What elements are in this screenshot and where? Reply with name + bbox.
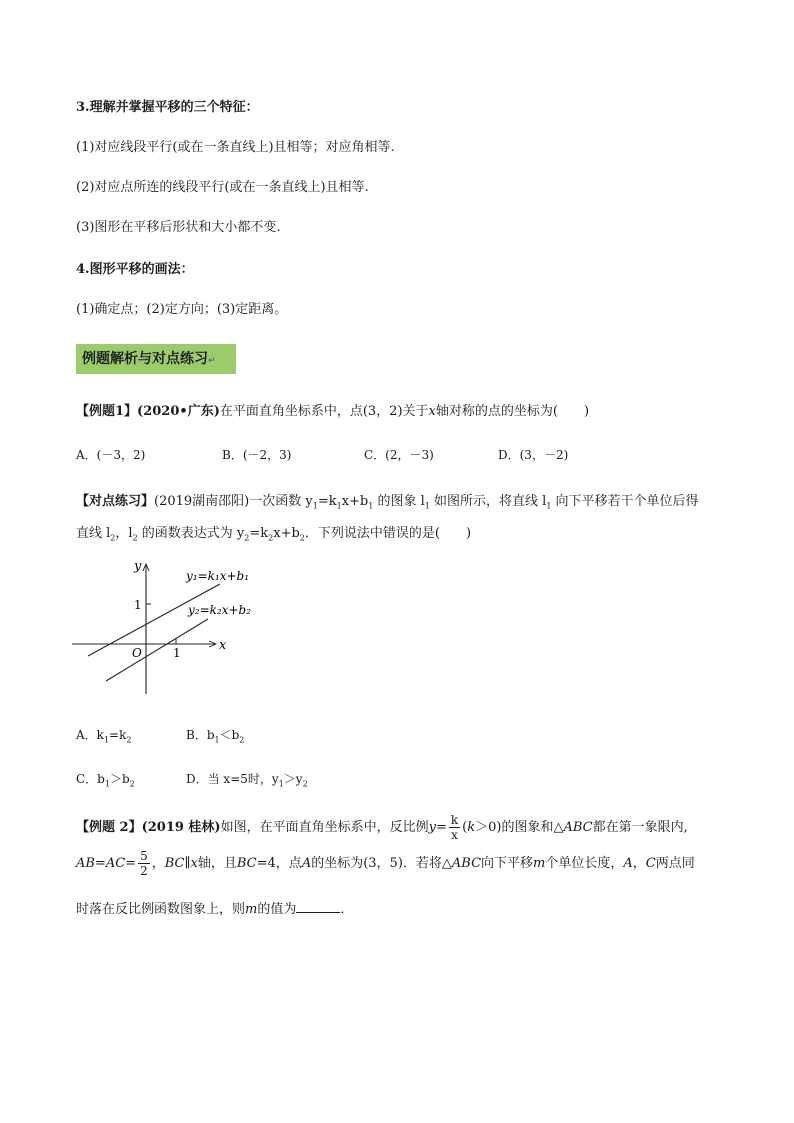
section-badge	[76, 344, 236, 374]
badge-label: 例题解析与对点练习	[82, 351, 208, 367]
equation-y1: y₁=k₁x+b₁	[186, 569, 250, 583]
practice-sub: 1	[546, 501, 552, 511]
fraction-denominator: x	[451, 828, 458, 842]
practice-l1-c: x+b	[341, 494, 369, 509]
practice-l1-b: =k	[317, 494, 337, 509]
ex2-cond-b: ＞0)的图象和△	[475, 820, 564, 835]
practice-sub: 1	[104, 779, 110, 789]
practice-sub: 2	[299, 533, 305, 543]
ex2-ac: AC	[105, 856, 126, 871]
practice-sub: 2	[110, 533, 116, 543]
practice-sub: 1	[103, 735, 110, 745]
ex2-l2-a: ，	[151, 856, 165, 871]
ex2-l3-a: 时落在反比例函数图象上，则	[76, 902, 246, 917]
example2-source: (2019 桂林)	[141, 820, 221, 835]
y-one-label: 1	[134, 598, 142, 612]
fraction-5-over-2	[138, 850, 150, 877]
example1-text-a: 在平面直角坐标系中，点(3，2)关于	[219, 404, 429, 419]
example1-question	[76, 400, 589, 419]
ex2-point-c: C	[645, 856, 656, 871]
ex2-bc2: BC	[236, 856, 257, 871]
practice-option-c	[76, 770, 135, 788]
section4-heading: 4.图形平移的画法：	[76, 262, 194, 277]
practice-l2-b: ，l	[115, 526, 133, 541]
example2-tag: 【例题 2】	[76, 820, 142, 835]
practice-l2-f: ．下列说法中错误的是( )	[304, 526, 472, 541]
practice-l2-c: 的函数表达式为 y	[137, 526, 245, 541]
practice-l2-a: 直线 l	[76, 526, 111, 541]
ex2-bc: BC	[164, 856, 185, 871]
ex2-l2-f: 向下平移	[481, 856, 534, 871]
ex2-abc2: ABC	[451, 856, 482, 871]
example2-line-2	[76, 850, 695, 877]
practice-sub: 2	[129, 779, 135, 789]
ex2-point-a2: A	[623, 856, 633, 871]
ex2-l3-end: ．	[340, 902, 354, 917]
practice-sub: 2	[126, 735, 132, 745]
y-axis-label: y	[134, 559, 142, 574]
section3-heading: 3.理解并掌握平移的三个特征：	[76, 100, 259, 115]
opt-a-left: A．k	[76, 728, 104, 742]
practice-tag: 【对点练习】	[76, 494, 155, 509]
example1-option-d: D．(3，－2)	[498, 448, 569, 462]
ex2-abc: ABC	[563, 820, 593, 835]
ex2-eq1: =	[94, 856, 106, 871]
ex2-l2-c: 轴，且	[197, 856, 237, 871]
section3-item-3: (3)图形在平移后形状和大小都不变.	[76, 220, 281, 235]
linear-function-graph	[66, 556, 252, 700]
practice-l2-e: x+b	[273, 526, 300, 541]
practice-l1-e: 如图所示，将直线 l	[429, 494, 547, 509]
ex2-point-a: A	[301, 856, 312, 871]
x-axis-label: x	[219, 638, 227, 653]
practice-sub: 2	[239, 735, 245, 745]
section3-item-2: (2)对应点所连的线段平行(或在一条直线上)且相等.	[76, 180, 369, 195]
ex2-l3-b: 的值为	[257, 902, 297, 917]
practice-l2-d: =k	[249, 526, 269, 541]
line-y1	[88, 584, 220, 656]
ex2-l2-i: 两点同	[655, 856, 695, 871]
fraction-numerator: 5	[140, 849, 148, 863]
practice-sub: 1	[424, 501, 430, 511]
practice-sub: 1	[368, 501, 374, 511]
ex2-var-m: m	[533, 856, 546, 871]
practice-sub: 2	[244, 533, 250, 543]
ex2-l2-d: =4，点	[256, 856, 302, 871]
opt-b-mid: ＜b	[219, 728, 240, 742]
opt-b-left: B．b	[186, 728, 215, 742]
ex2-l2-g: 个单位长度，	[545, 856, 624, 871]
practice-line-2	[76, 522, 471, 543]
practice-line-1	[76, 490, 699, 511]
ex2-ab: AB	[76, 856, 95, 871]
ex2-var-y: y	[428, 820, 436, 835]
practice-sub: 2	[132, 533, 138, 543]
return-mark: ↵	[208, 356, 216, 366]
line-y2	[106, 619, 208, 681]
practice-sub: 2	[268, 533, 274, 543]
section4-text: (1)确定点；(2)定方向；(3)定距离。	[76, 302, 288, 317]
example1-option-c: C．(2，－3)	[364, 448, 434, 462]
answer-blank[interactable]	[296, 900, 340, 913]
x-one-label: 1	[173, 646, 181, 660]
ex2-l2-e: 的坐标为(3，5)．若将△	[311, 856, 452, 871]
example1-tag: 【例题1】	[76, 404, 138, 419]
opt-c-left: C．b	[76, 772, 105, 786]
ex2-var-m2: m	[245, 902, 258, 917]
section3-item-1: (1)对应线段平行(或在一条直线上)且相等；对应角相等.	[76, 140, 395, 155]
fraction-numerator: k	[450, 813, 459, 827]
example1-source: (2020•广东)	[137, 404, 220, 419]
practice-l1-d: 的图象 l	[373, 494, 425, 509]
ex2-l1-c: 都在第一象限内,	[592, 820, 688, 835]
practice-l1-f: 向下平移若干个单位后得	[551, 494, 699, 509]
opt-a-mid: =k	[109, 728, 127, 742]
practice-sub: 1	[278, 779, 284, 789]
ex2-l2-h: ，	[632, 856, 646, 871]
ex2-eq2: =	[125, 856, 137, 871]
opt-d-left: D．当 x=5时，y	[186, 772, 279, 786]
fraction-k-over-x	[449, 814, 460, 841]
ex2-cond-a: (	[462, 820, 468, 835]
example2-line-1	[76, 814, 688, 841]
opt-c-mid: ＞b	[109, 772, 130, 786]
ex2-eq: =	[435, 820, 447, 835]
fraction-denominator: 2	[140, 864, 148, 878]
practice-option-d	[186, 770, 308, 788]
example1-option-a: A．(－3，2)	[76, 448, 146, 462]
ex2-l1-a: 如图，在平面直角坐标系中，反比例	[220, 820, 429, 835]
ex2-var-k: k	[467, 820, 476, 835]
example1-option-b: B．(－2，3)	[222, 448, 292, 462]
practice-sub: 1	[336, 501, 342, 511]
example1-text-b: 轴对称的点的坐标为( )	[435, 404, 590, 419]
origin-label: O	[132, 646, 142, 660]
practice-option-b	[186, 726, 244, 744]
example1-var-x: x	[428, 404, 436, 419]
practice-option-a	[76, 726, 131, 744]
practice-l1-a: (2019湖南邵阳)一次函数 y	[154, 494, 313, 509]
practice-sub: 2	[302, 779, 308, 789]
example2-line-3	[76, 898, 353, 917]
ex2-var-x: x	[190, 856, 198, 871]
practice-sub: 1	[214, 735, 220, 745]
opt-d-mid: ＞y	[283, 772, 303, 786]
practice-sub: 1	[312, 501, 318, 511]
ex2-parallel: ∥	[184, 856, 191, 871]
equation-y2: y₂=k₂x+b₂	[188, 603, 252, 617]
